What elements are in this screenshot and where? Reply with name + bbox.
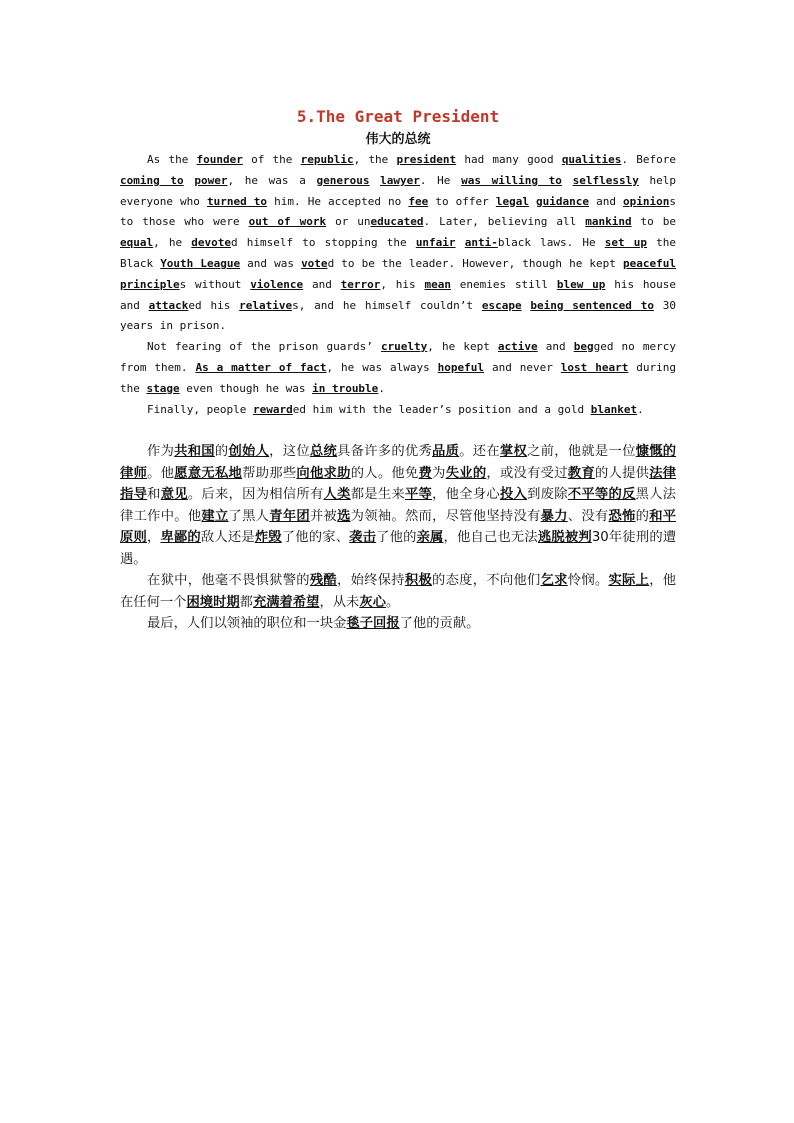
vocab-term: 毯子 [346,616,374,632]
vocab-term: republic [300,153,354,166]
vocab-term: 费 [418,465,433,481]
vocab-term: vote [301,256,328,270]
vocab-term: 青年团 [269,508,310,524]
vocab-term: founder [196,153,243,166]
vocab-term: 亲属 [416,530,444,546]
vocab-term: principle [120,277,180,291]
english-paragraph: Not fearing of the prison guards’ cruelty, he kept active and begged no mercy from them. As a matter of fact, he was always hopeful and never lost heart during the stage even though he was in trouble. [120,340,676,395]
vocab-term: selflessly [572,173,639,187]
vocab-term: 困境时期 [186,594,240,610]
vocab-term: 卑鄙的 [160,530,201,546]
english-paragraph: Finally, people rewarded him with the leader’s position and a gold blanket. [147,402,644,416]
vocab-term: mean [424,277,451,291]
vocab-term: 暴力 [540,508,568,524]
vocab-term: violence [250,277,304,291]
vocab-term: lost heart [560,360,629,374]
vocab-term: Youth League [160,256,241,270]
vocab-term: 积极 [404,573,433,589]
vocab-term: As a matter of fact [195,360,327,374]
vocab-term: 慷慨的律师 [120,444,677,481]
vocab-term: equal [120,236,154,250]
vocab-term: 炸毁 [254,530,282,546]
vocab-term: stage [146,381,180,395]
vocab-term: 乞求 [540,573,568,589]
vocab-term: 创始人 [228,444,270,460]
vocab-term: educated [370,215,424,229]
document-title: 5.The Great President [296,107,500,126]
vocab-term: legal [495,194,529,208]
vocab-term: 投入 [499,487,528,503]
vocab-term: 意见 [160,487,188,503]
vocab-term: 残酷 [309,573,338,589]
vocab-term: 共和国 [174,444,215,460]
chinese-paragraph: 作为共和国的创始人，这位总统具备许多的优秀品质。还在掌权之前，他就是一位慷慨的律师。他愿意无私地帮助那些向他求助的人。他免费为失业的，或没有受过教育的人提供法律指导和意见。后来，因为相信所有人类都是生来平等，他全身心投入到废除不平等的反黑人法律工作中。他建立了黑人青年团并被选为领袖。然而，尽管他坚持没有暴力、没有恐怖的和平原则，卑鄙的敌人还是炸毁了他的家、袭击了他的亲属，他自己也无法逃脱被判30年徒刑的遭遇。 [120,444,677,567]
vocab-term: 掌权 [499,444,528,460]
vocab-term: power [194,173,228,187]
document-subtitle: 伟大的总统 [365,132,431,147]
chinese-paragraph: 最后，人们以领袖的职位和一块金毯子回报了他的贡献。 [147,616,480,632]
vocab-term: blew up [556,277,606,291]
vocab-term: 回报 [373,616,400,632]
document-page [120,106,676,635]
vocab-term: in trouble [312,381,379,395]
vocab-term: guidance [536,194,590,208]
vocab-term: being sentenced to [530,298,654,312]
vocab-term: blanket [590,402,638,416]
vocab-term: active [497,340,538,354]
vocab-term: 失业的 [445,465,487,481]
vocab-term: generous [316,173,370,187]
vocab-term: 愿意无私地 [174,465,243,481]
vocab-term: hopeful [437,360,485,374]
vocab-term: out of work [248,215,327,229]
vocab-term: reward [252,402,293,416]
vocab-term: devote [191,236,232,250]
vocab-term: terror [340,277,381,291]
vocab-term: 建立 [201,508,229,524]
vocab-term: relative [239,298,293,312]
vocab-term: opinion [623,194,670,208]
vocab-term: 选 [337,508,351,524]
vocab-term: 逃脱被判 [537,530,592,546]
vocab-term: unfair [415,236,456,250]
vocab-term: cruelty [380,340,428,354]
vocab-term: 袭击 [349,530,377,546]
vocab-term: 平等 [404,487,433,503]
vocab-term: escape [481,298,522,312]
vocab-term: 恐怖 [608,508,636,524]
vocab-term: 充满着希望 [252,594,320,610]
vocab-term: coming to [120,173,184,187]
vocab-term: anti- [464,236,498,250]
chinese-translation [120,441,676,635]
vocab-term: 实际上 [608,573,650,589]
vocab-term: 品质 [432,444,460,460]
vocab-term: lawyer [380,173,420,187]
vocab-term: turned to [207,194,268,208]
vocab-term: fee [408,194,429,208]
vocab-term: set up [604,236,647,250]
chinese-paragraph: 在狱中，他毫不畏惧狱警的残酷，始终保持积极的态度，不向他们乞求怜悯。实际上，他在任何一个困境时期都充满着希望，从未灰心。 [120,573,677,610]
vocab-term: was willing to [461,173,562,187]
vocab-term: 法律指导 [120,465,677,503]
vocab-term: 人类 [323,487,351,503]
vocab-term: president [396,153,457,166]
vocab-term: peaceful [622,256,676,270]
vocab-term: qualities [561,153,622,166]
vocab-term: mankind [585,215,632,229]
vocab-term: 教育 [567,465,595,481]
vocab-term: 不平等的反 [567,487,636,503]
vocab-term: 向他求助 [296,465,351,481]
english-paragraph: As the founder of the republic, the president had many good qualities. Before coming to power, he was a generous lawyer. He was willing to selflessly help everyone who turned to him. He accepted no fee to offer legal guidance and opinions to those who were out of work or uneducated. Later, believing all mankind to be equal, he devoted himself to stopping the unfair anti-black laws. He set up the Black Youth League and was voted to be the leader. However, though he kept peaceful principles without violence and terror, his mean enemies still blew up his house and attacked his relatives, and he himself couldn’t escape being sentenced to 30 years in prison. [120,153,677,333]
vocab-term: 总统 [309,444,338,460]
vocab-term: 和平原则 [120,508,677,546]
vocab-term: attack [148,298,189,312]
vocab-term: beg [573,340,594,354]
vocab-term: 灰心 [359,594,386,610]
